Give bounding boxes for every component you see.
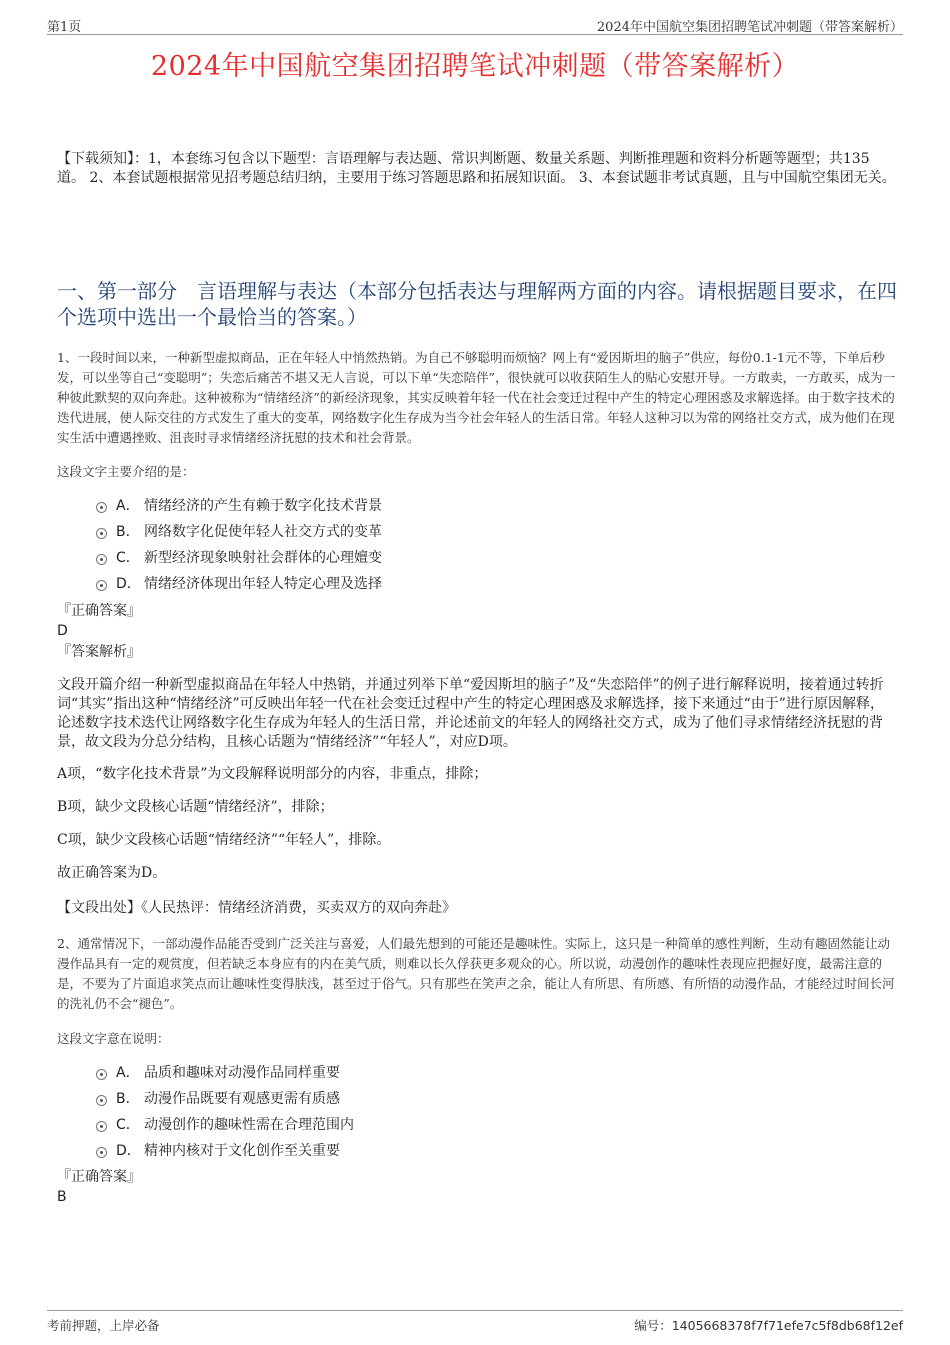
question-2-options	[96, 1060, 696, 1164]
header-doc-title: 2024年中国航空集团招聘笔试冲刺题（带答案解析）	[596, 20, 903, 35]
footer-serial: 编号：1405668378f7f71efe7c5f8db68f12ef	[634, 1318, 903, 1333]
section-title: 一、第一部分 言语理解与表达（本部分包括表达与理解两方面的内容。请根据题目要求，在四个选项中选出一个最恰当的答案。）	[57, 279, 897, 329]
option-a[interactable]: A． 情绪经济的产生有赖于数字化技术背景	[96, 493, 696, 519]
question-1-text: 1、一段时间以来，一种新型虚拟商品，正在年轻人中悄然热销。为自己不够聪明而烦恼？网上有“爱因斯坦的脑子”供应，每份0.1-1元不等，下单后秒发，可以坐等自己“变聪明”；失恋后痛苦不堪又无人言说，可以下单“失恋陪伴”，很快就可以收获陌生人的贴心安慰开导。一方敢卖，一方敢买，成为一种彼此默契的双向奔赴。这种被称为“情绪经济”的新经济现象，其实反映着年轻一代在社会变迁过程中产生的特定心理困惑及求解选择。由于数字技术的迭代进展，使人际交往的方式发生了重大的变革，网络数字化生存成为当今社会年轻人的生活日常。年轻人这种习以为常的网络社交方式，成为他们在现实生活中遭遇挫败、沮丧时寻求情绪经济抚慰的技术和社会背景。	[57, 350, 896, 445]
analysis-paragraph: B项，缺少文段核心话题“情绪经济”，排除；	[57, 799, 334, 815]
option-d[interactable]: D． 精神内核对于文化创作至关重要	[96, 1138, 696, 1164]
option-d[interactable]: D． 情绪经济体现出年轻人特定心理及选择	[96, 571, 696, 597]
question-1-prompt: 这段文字主要介绍的是：	[57, 464, 195, 479]
option-a[interactable]: A． 品质和趣味对动漫作品同样重要	[96, 1060, 696, 1086]
document-title: 2024年中国航空集团招聘笔试冲刺题（带答案解析）	[150, 51, 800, 82]
radio-icon[interactable]	[96, 528, 107, 539]
analysis-label: 『答案解析』	[57, 644, 141, 660]
footer-slogan: 考前押题，上岸必备	[47, 1318, 160, 1333]
radio-icon[interactable]	[96, 554, 107, 565]
source-citation: 【文段出处】《人民热评：情绪经济消费，买卖双方的双向奔赴》	[57, 900, 456, 916]
answer-label: 『正确答案』	[57, 603, 141, 619]
analysis-paragraph: C项，缺少文段核心话题“情绪经济”“年轻人”，排除。	[57, 832, 391, 848]
analysis-paragraph: A项，“数字化技术背景”为文段解释说明部分的内容，非重点，排除；	[57, 766, 488, 782]
radio-icon[interactable]	[96, 502, 107, 513]
radio-icon[interactable]	[96, 580, 107, 591]
answer-label: 『正确答案』	[57, 1169, 141, 1185]
question-2-text: 2、通常情况下，一部动漫作品能否受到广泛关注与喜爱，人们最先想到的可能还是趣味性。实际上，这只是一种简单的感性判断，生动有趣固然能让动漫作品具有一定的观赏度，但若缺乏本身应有的内在美气质，则难以长久俘获更多观众的心。所以说，动漫创作的趣味性表现应把握好度，最需注意的是，不要为了片面追求笑点而让趣味性变得肤浅，甚至过于俗气。只有那些在笑声之余，能让人有所思、有所感、有所悟的动漫作品，才能经过时间长河的洗礼仍不会“褪色”。	[57, 936, 895, 1011]
option-c[interactable]: C． 新型经济现象映射社会群体的心理嬗变	[96, 545, 696, 571]
radio-icon[interactable]	[96, 1147, 107, 1158]
analysis-paragraph: 文段开篇介绍一种新型虚拟商品在年轻人中热销，并通过列举下单“爱因斯坦的脑子”及“失恋陪伴”的例子进行解释说明，接着通过转折词“其实”指出这种“情绪经济”可反映出年轻一代在社会变迁过程中产生的特定心理困惑及求解选择，接下来通过“由于”进行原因解释，论述数字技术迭代让网络数字化生存成为年轻人的生活日常，并论述前文的年轻人的网络社交方式，成为了他们寻求情绪经济抚慰的背景，故文段为分总分结构，且核心话题为“情绪经济”“年轻人”，对应D项。	[57, 677, 884, 750]
option-b[interactable]: B． 动漫作品既要有观感更需有质感	[96, 1086, 696, 1112]
radio-icon[interactable]	[96, 1121, 107, 1132]
analysis-paragraph: 故正确答案为D。	[57, 865, 167, 881]
question-2-prompt: 这段文字意在说明：	[57, 1031, 170, 1046]
page-footer	[47, 1310, 903, 1335]
option-c[interactable]: C． 动漫创作的趣味性需在合理范围内	[96, 1112, 696, 1138]
correct-answer: B	[57, 1189, 67, 1205]
page-header	[47, 16, 903, 35]
option-b[interactable]: B． 网络数字化促使年轻人社交方式的变革	[96, 519, 696, 545]
radio-icon[interactable]	[96, 1095, 107, 1106]
page-number: 第1页	[47, 20, 82, 35]
correct-answer: D	[57, 623, 68, 639]
download-notice: 【下载须知】：1，本套练习包含以下题型：言语理解与表达题、常识判断题、数量关系题、判断推理题和资料分析题等题型；共135道。 2、本套试题根据常见招考题总结归纳，主要用于练习答题思路和拓展知识面。 3、本套试题非考试真题，且与中国航空集团无关。	[57, 151, 896, 186]
radio-icon[interactable]	[96, 1069, 107, 1080]
question-1-options	[96, 493, 696, 597]
